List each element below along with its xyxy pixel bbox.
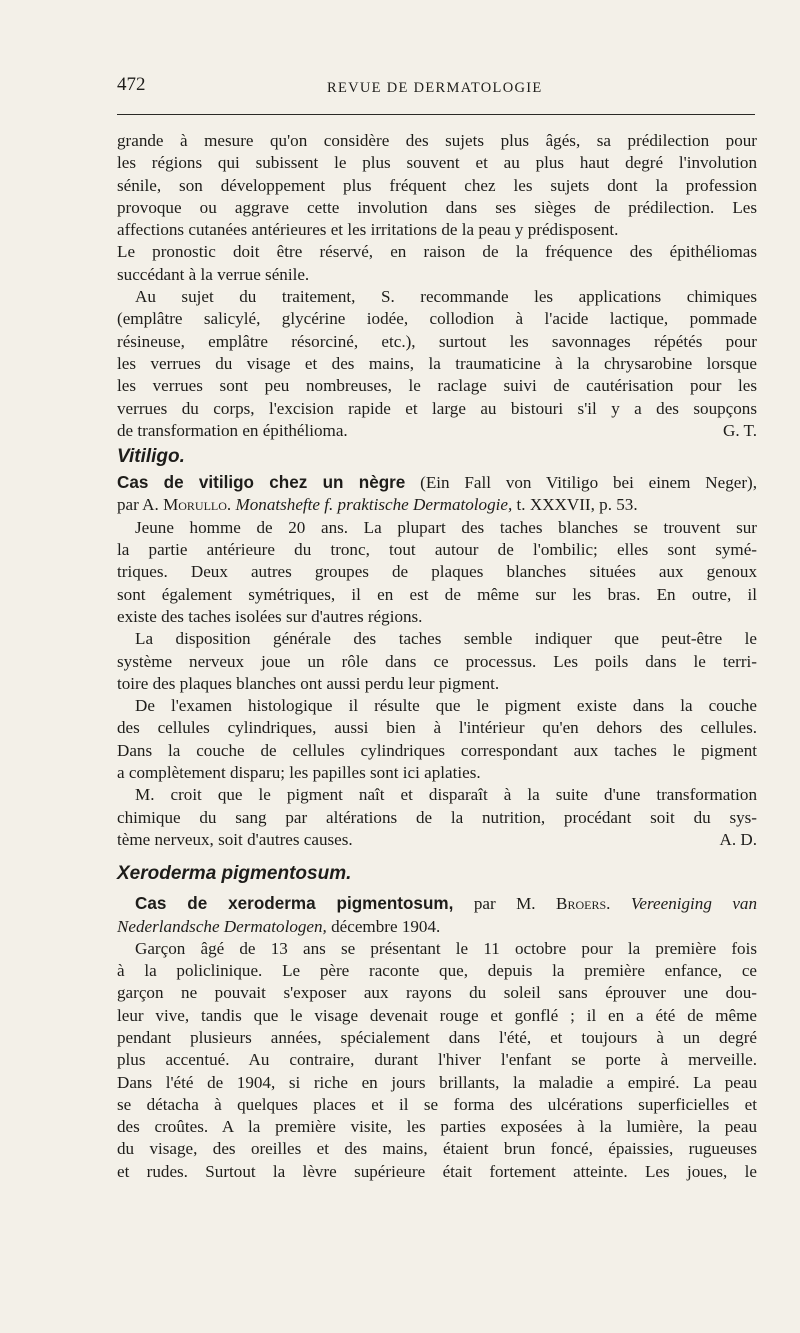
text-line: pendant plusieurs années, spécialement dans l'été, et toujours à un degré [117, 1027, 757, 1047]
text-line [117, 829, 757, 851]
text-line: De l'examen histologique il résulte que le pigment existe dans la couche [135, 696, 757, 716]
ref-journal: Nederlandsche Dermatologen, [117, 916, 327, 936]
ref-author: Broers. [556, 894, 611, 914]
text-line: et rudes. Surtout la lèvre supérieure était fortement atteinte. Les joues, le [117, 1161, 757, 1181]
text-line: leur vive, tandis que le visage devenait rouge et gonflé ; il en a été de même [117, 1005, 757, 1025]
text-line: les verrues du visage et des mains, la traumaticine à la chrysarobine lorsque [117, 353, 757, 373]
text-line: les régions qui subissent le plus souvent et au plus haut degré l'involution [117, 153, 757, 173]
article-title: Cas de vitiligo chez un nègre [117, 473, 406, 493]
text-line: grande à mesure qu'on considère des sujets plus âgés, sa prédilection pour [117, 131, 757, 150]
text-line: les verrues sont peu nombreuses, le raclage suivi de cautérisation pour les [117, 376, 757, 396]
text-line: des cellules cylindriques, aussi bien à l'intérieur qu'en dehors des cellules. [117, 718, 757, 738]
vitiligo-section [117, 472, 757, 851]
text-line: chimique du sang par altérations de la nutrition, procédant soit du sys- [117, 807, 757, 827]
text-line: existe des taches isolées sur d'autres régions. [117, 606, 423, 626]
text-fragment: de transformation en épithélioma. [117, 420, 348, 440]
text-line: des croûtes. A la première visite, les parties exposées à la lumière, la peau [117, 1117, 757, 1137]
ref-tail: t. XXXVII, p. 53. [516, 495, 638, 515]
text-line: système nerveux joue un rôle dans ce processus. Les poils dans le terri- [117, 651, 757, 671]
text-line: Garçon âgé de 13 ans se présentant le 11 octobre pour la première fois [135, 938, 757, 958]
signature: G. T. [722, 420, 757, 440]
text-fragment: tème nerveux, soit d'autres causes. [117, 829, 353, 849]
section-title-vitiligo: Vitiligo. [117, 446, 185, 468]
text-line: la partie antérieure du tronc, tout autour de l'ombilic; elles sont symé- [117, 540, 757, 560]
text-line: Jeune homme de 20 ans. La plupart des taches blanches se trouvent sur [135, 517, 757, 537]
text-line: plus accentué. Au contraire, durant l'hiver l'enfant se porte à merveille. [117, 1050, 757, 1070]
ref-journal: Vereeniging van [630, 894, 757, 914]
text-line: Le pronostic doit être réservé, en raison de la fréquence des épithéliomas [117, 242, 757, 262]
text-line: Dans l'été de 1904, si riche en jours brillants, la maladie a empiré. La peau [117, 1072, 757, 1092]
text-line: M. croit que le pigment naît et disparaît à la suite d'une transformation [135, 785, 757, 805]
text-line: succédant à la verrue sénile. [117, 264, 310, 284]
text-line: à la policlinique. Le père raconte que, depuis la première enfance, ce [117, 961, 757, 981]
text-line: du visage, des oreilles et des mains, étaient brun foncé, épaissies, rugueuses [117, 1139, 757, 1159]
article-body [117, 130, 757, 1183]
text-line: résineuse, emplâtre résorciné, etc.), surtout les savonnages répétés pour [117, 331, 757, 351]
text-line: sont également symétriques, il en est de même sur les bras. En outre, il [117, 584, 757, 604]
text-line: a complètement disparu; les papilles sont ici aplaties. [117, 763, 481, 783]
signature: A. D. [719, 829, 757, 849]
text-line: affections cutanées antérieures et les irritations de la peau y prédisposent. [117, 220, 619, 240]
article-ref-german: (Ein Fall von Vitiligo bei einem Neger), [420, 473, 757, 493]
ref-journal: Monatshefte f. praktische Dermatologie, [235, 495, 513, 515]
text-line: La disposition générale des taches semble indiquer que peut-être le [135, 629, 757, 649]
running-title: REVUE DE DERMATOLOGIE [327, 80, 543, 96]
text-line: Au sujet du traitement, S. recommande les applications chimiques [135, 287, 757, 307]
article-title: Cas de xeroderma pigmentosum, [135, 894, 454, 914]
header-rule [117, 114, 755, 115]
page-number: 472 [117, 74, 146, 95]
xeroderma-section [117, 893, 757, 1183]
article-reference [117, 472, 757, 494]
article-reference [117, 494, 757, 516]
section-title-xeroderma: Xeroderma pigmentosum. [117, 863, 352, 885]
text-line: se détacha à quelques places et il se forma des ulcérations superficielles et [117, 1094, 757, 1114]
ref-author: Morullo. [163, 495, 232, 515]
ref-par: par A. [117, 495, 159, 515]
text-line: (emplâtre salicylé, glycérine iodée, collodion à l'acide lactique, pommade [117, 309, 757, 329]
text-line: toire des plaques blanches ont aussi perdu leur pigment. [117, 673, 500, 693]
text-line: sénile, son développement plus fréquent chez les sujets dont la profession [117, 175, 757, 195]
article-reference [117, 916, 757, 938]
text-line: garçon ne pouvait s'exposer aux rayons du soleil sans éprouver une dou- [117, 983, 757, 1003]
text-line: provoque ou aggrave cette involution dans ses sièges de prédilection. Les [117, 197, 757, 217]
text-line: Dans la couche de cellules cylindriques correspondant aux taches le pigment [117, 740, 757, 760]
text-line [117, 420, 757, 442]
ref-par: par M. [473, 894, 536, 914]
text-line: triques. Deux autres groupes de plaques blanches situées aux genoux [117, 562, 757, 582]
article-reference [117, 893, 757, 915]
text-line: verrues du corps, l'excision rapide et large au bistouri s'il y a des soupçons [117, 398, 757, 418]
intro-paragraphs [117, 130, 757, 442]
ref-date: décembre 1904. [331, 916, 441, 936]
page-header [117, 74, 755, 104]
